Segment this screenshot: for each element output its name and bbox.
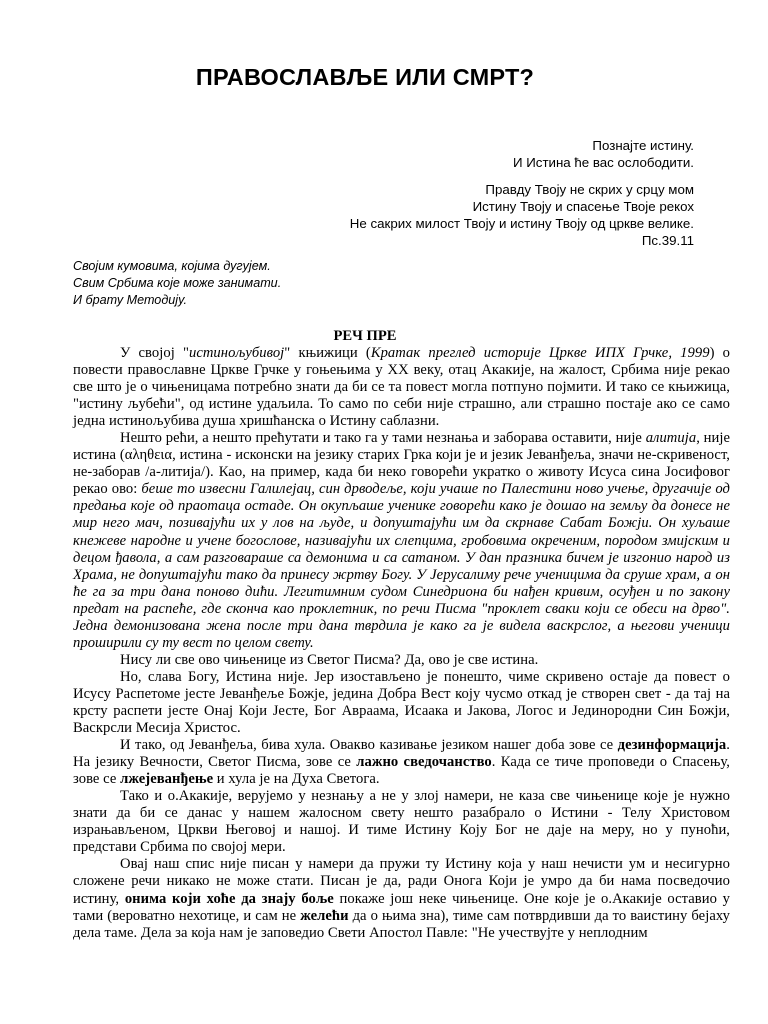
dedication <box>73 258 281 309</box>
epigraph-line: Не сакрих милост Твоју и истину Твоју од цркве велике. <box>349 216 694 231</box>
section-heading: РЕЧ ПРЕ <box>333 328 397 344</box>
paragraph: Нешто рећи, а нешто прећутати и тако га у тами незнања и заборава оставити, није алитија, није истина (αληθεια, истина - исконски на језику старих Грка који је и језик Јеванђеља, значи не-скривеност, не-заборав /а-литија/). Као, на пример, када би неко говорећи укратко о животу Исуса сина Јосифовог рекао ово: беше то извесни Галилејац, син дрводеље, који учаше по Палестини ново учење, другачије од предања које од праотаца остаде. Он окупљаше ученике говорећи како је дошао на земљу да донесе не мир него мач, позивајући их у лов на људе, и допуштајући им да скрнаве Сабат Божји. Он хуљаше кнежеве народне и учене богослове, називајући их слепцима, гробовима окреченим, породом змијским и децом ђавола, а сам разговараше са демонима и са сатаном. У дан празника бичем је изгонио народ из Храма, не допуштајући тако да принесу жртву Богу. У Јерусалиму рече ученицима да сруше храм, а он ће га за три дана поново дићи. Легитимним судом Синедриона би нађен кривим, осуђен и по закону предат на распеће, где сконча као проклетник, по речи Писма "проклет сваки који се обеси на дрво". Једна демонизована жена после три дана тврдила је како га је видела васкрслог, а његови ученици проширили су ту вест по целом свету. <box>73 430 730 651</box>
paragraph: У својој "истинољубивој" књижици (Кратак преглед историје Цркве ИПХ Грчке, 1999) о повести православне Цркве Грчке у гоњењима у XX веку, отац Акакије, на жалост, Србима није рекао све што је о чињеницама потребно знати да би се та повест могла потпуно појмити. И тако се књижица, "истину љубећи", од истине удаљила. То само по себи није страшно, али страшно постаје ако се само једна истинољубива душа хришћанска о Истину саблазни. <box>73 345 730 430</box>
epigraph-line: Познајте истину. <box>592 138 694 153</box>
paragraph: Но, слава Богу, Истина није. Јер изостављено је понешто, чиме скривено остаје да повест о Исусу Распетоме јесте Јеванђеље Божје, једина Добра Вест коју чусмо откад је створен свет - да тај на крсту распети јесте Онај Који Јесте, Бог Авраама, Исаака и Јакова, Логос и Јединородни Син Божји, Васкрсли Месија Христос. <box>73 668 730 737</box>
body-text <box>73 345 730 942</box>
dedication-line: Својим кумовима, којима дугујем. <box>73 259 271 273</box>
epigraph-psalm-quote <box>350 181 694 249</box>
paragraph: Тако и о.Акакије, верујемо у незнању а не у злој намери, не каза све чињенице које је нужно знати да би се данас у нашем жалосном свету нешто разабрало о Истини - Телу Христовом израњављеном, Цркви Његовој и нашој. И тиме Истину Коју Бог не даје на меру, но у пуноћи, представи Србима по својој мери. <box>73 788 730 856</box>
dedication-line: И брату Методију. <box>73 293 188 307</box>
paragraph: Овај наш спис није писан у намери да пружи ту Истину која у наш нечисти ум и несигурно сложене речи никако не може стати. Писан је да, ради Онога Који је умро да би нама посведочио истину, онима који хоће да знају боље покаже још неке чињенице. Оне које је о.Акакије оставио у тами (вероватно нехотице, и сам не желећи да о њима зна), тиме сам потврдивши да то ваистину бејаху дела таме. Дела за која нам је заповедио Свети Апостол Павле: "Не учествујте у неплодним <box>73 856 730 941</box>
epigraph-line: Правду Твоју не скрих у срцу мом <box>485 182 694 197</box>
paragraph: И тако, од Јеванђеља, бива хула. Овакво казивање језиком нашег доба зове се дезинформација. На језику Вечности, Светог Писма, зове се лажно сведочанство. Када се тиче проповеди о Спасењу, зове се лжејеванђење и хула је на Духа Светога. <box>73 737 731 788</box>
epigraph-gospel-quote <box>513 137 694 171</box>
epigraph-reference: Пс.39.11 <box>641 233 694 248</box>
dedication-line: Свим Србима које може занимати. <box>73 276 282 290</box>
paragraph: Нису ли све ово чињенице из Светог Писма? Да, ово је све истина. <box>120 651 539 668</box>
epigraph-line: И Истина ће вас ослободити. <box>512 155 694 170</box>
document-title: ПРАВОСЛАВЉЕ ИЛИ СМРТ? <box>195 64 535 90</box>
epigraph-line: Истину Твоју и спасење Твоје рекох <box>472 199 694 214</box>
